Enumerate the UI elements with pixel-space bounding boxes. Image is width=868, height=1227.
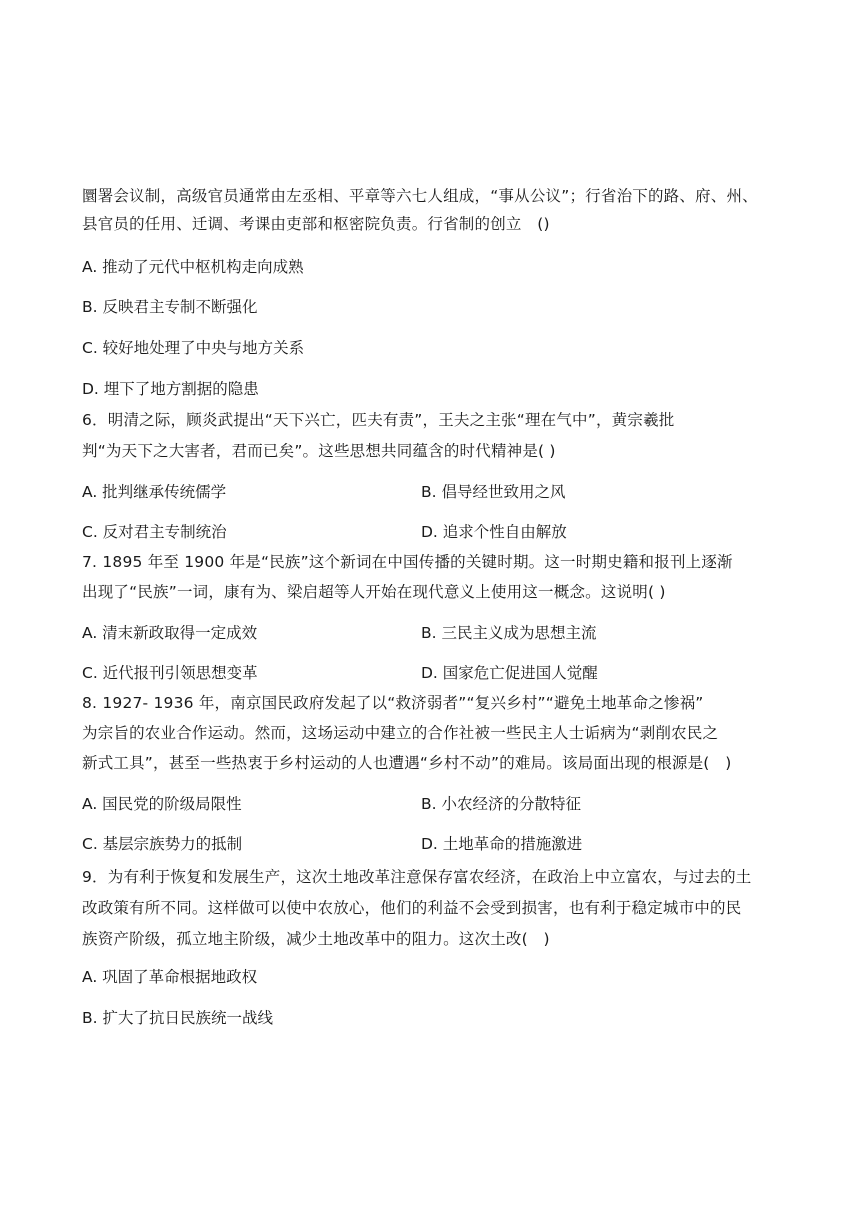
- q5-stem-line-2: 县官员的任用、迁调、考课由吏部和枢密院负责。行省制的创立 (): [82, 215, 550, 233]
- q8-option-d: D. 土地革命的措施激进: [421, 835, 583, 853]
- q9-option-a: A. 巩固了革命根据地政权: [82, 968, 258, 986]
- q8-option-a: A. 国民党的阶级局限性: [82, 795, 242, 813]
- q9-stem-line-2: 改政策有所不同。这样做可以使中农放心，他们的利益不会受到损害，也有利于稳定城市中的民: [82, 899, 742, 917]
- q5-option-b: B. 反映君主专制不断强化: [82, 298, 258, 316]
- q6-option-d: D. 追求个性自由解放: [421, 523, 567, 541]
- q5-option-c: C. 较好地处理了中央与地方关系: [82, 339, 305, 357]
- q6-option-b: B. 倡导经世致用之风: [421, 483, 566, 501]
- q6-stem-line-2: 判“为天下之大害者，君而已矣”。这些思想共同蕴含的时代精神是( ): [82, 442, 556, 460]
- q6-option-a: A. 批判继承传统儒学: [82, 483, 227, 501]
- q7-stem-line-1: 7. 1895 年至 1900 年是“民族”这个新词在中国传播的关键时期。这一时期史籍和报刊上逐渐: [82, 553, 733, 571]
- q7-option-a: A. 清末新政取得一定成效: [82, 624, 258, 642]
- q5-option-d: D. 埋下了地方割据的隐患: [82, 380, 259, 398]
- q8-stem-line-3: 新式工具”，甚至一些热衷于乡村运动的人也遭遇“乡村不动”的难局。该局面出现的根源是( ): [82, 754, 732, 772]
- q8-stem-line-1: 8. 1927- 1936 年，南京国民政府发起了以“救济弱者”“复兴乡村”“避免土地革命之惨祸”: [82, 694, 704, 712]
- q9-stem-line-3: 族资产阶级，孤立地主阶级，减少土地改革中的阻力。这次土改( ): [82, 930, 550, 948]
- q7-option-d: D. 国家危亡促进国人觉醒: [421, 664, 598, 682]
- q8-option-c: C. 基层宗族势力的抵制: [82, 835, 243, 853]
- q6-option-c: C. 反对君主专制统治: [82, 523, 227, 541]
- q9-stem-line-1: 9．为有利于恢复和发展生产，这次土地改革注意保存富农经济，在政治上中立富农，与过去的土: [82, 868, 752, 886]
- q7-stem-line-2: 出现了“民族”一词，康有为、梁启超等人开始在现代意义上使用这一概念。这说明( ): [82, 583, 666, 601]
- q7-option-c: C. 近代报刊引领思想变革: [82, 664, 258, 682]
- q5-option-a: A. 推动了元代中枢机构走向成熟: [82, 258, 304, 276]
- q8-option-b: B. 小农经济的分散特征: [421, 795, 581, 813]
- q8-stem-line-2: 为宗旨的农业合作运动。然而，这场运动中建立的合作社被一些民主人士诟病为“剥削农民之: [82, 724, 719, 742]
- q6-stem-line-1: 6．明清之际，顾炎武提出“天下兴亡，匹夫有责”，王夫之主张“理在气中”，黄宗羲批: [82, 411, 675, 429]
- q9-option-b: B. 扩大了抗日民族统一战线: [82, 1009, 273, 1027]
- q5-stem-line-1: 圜署会议制，高级官员通常由左丞相、平章等六七人组成，“事从公议”；行省治下的路、府、州、: [82, 187, 758, 205]
- q7-option-b: B. 三民主义成为思想主流: [421, 624, 597, 642]
